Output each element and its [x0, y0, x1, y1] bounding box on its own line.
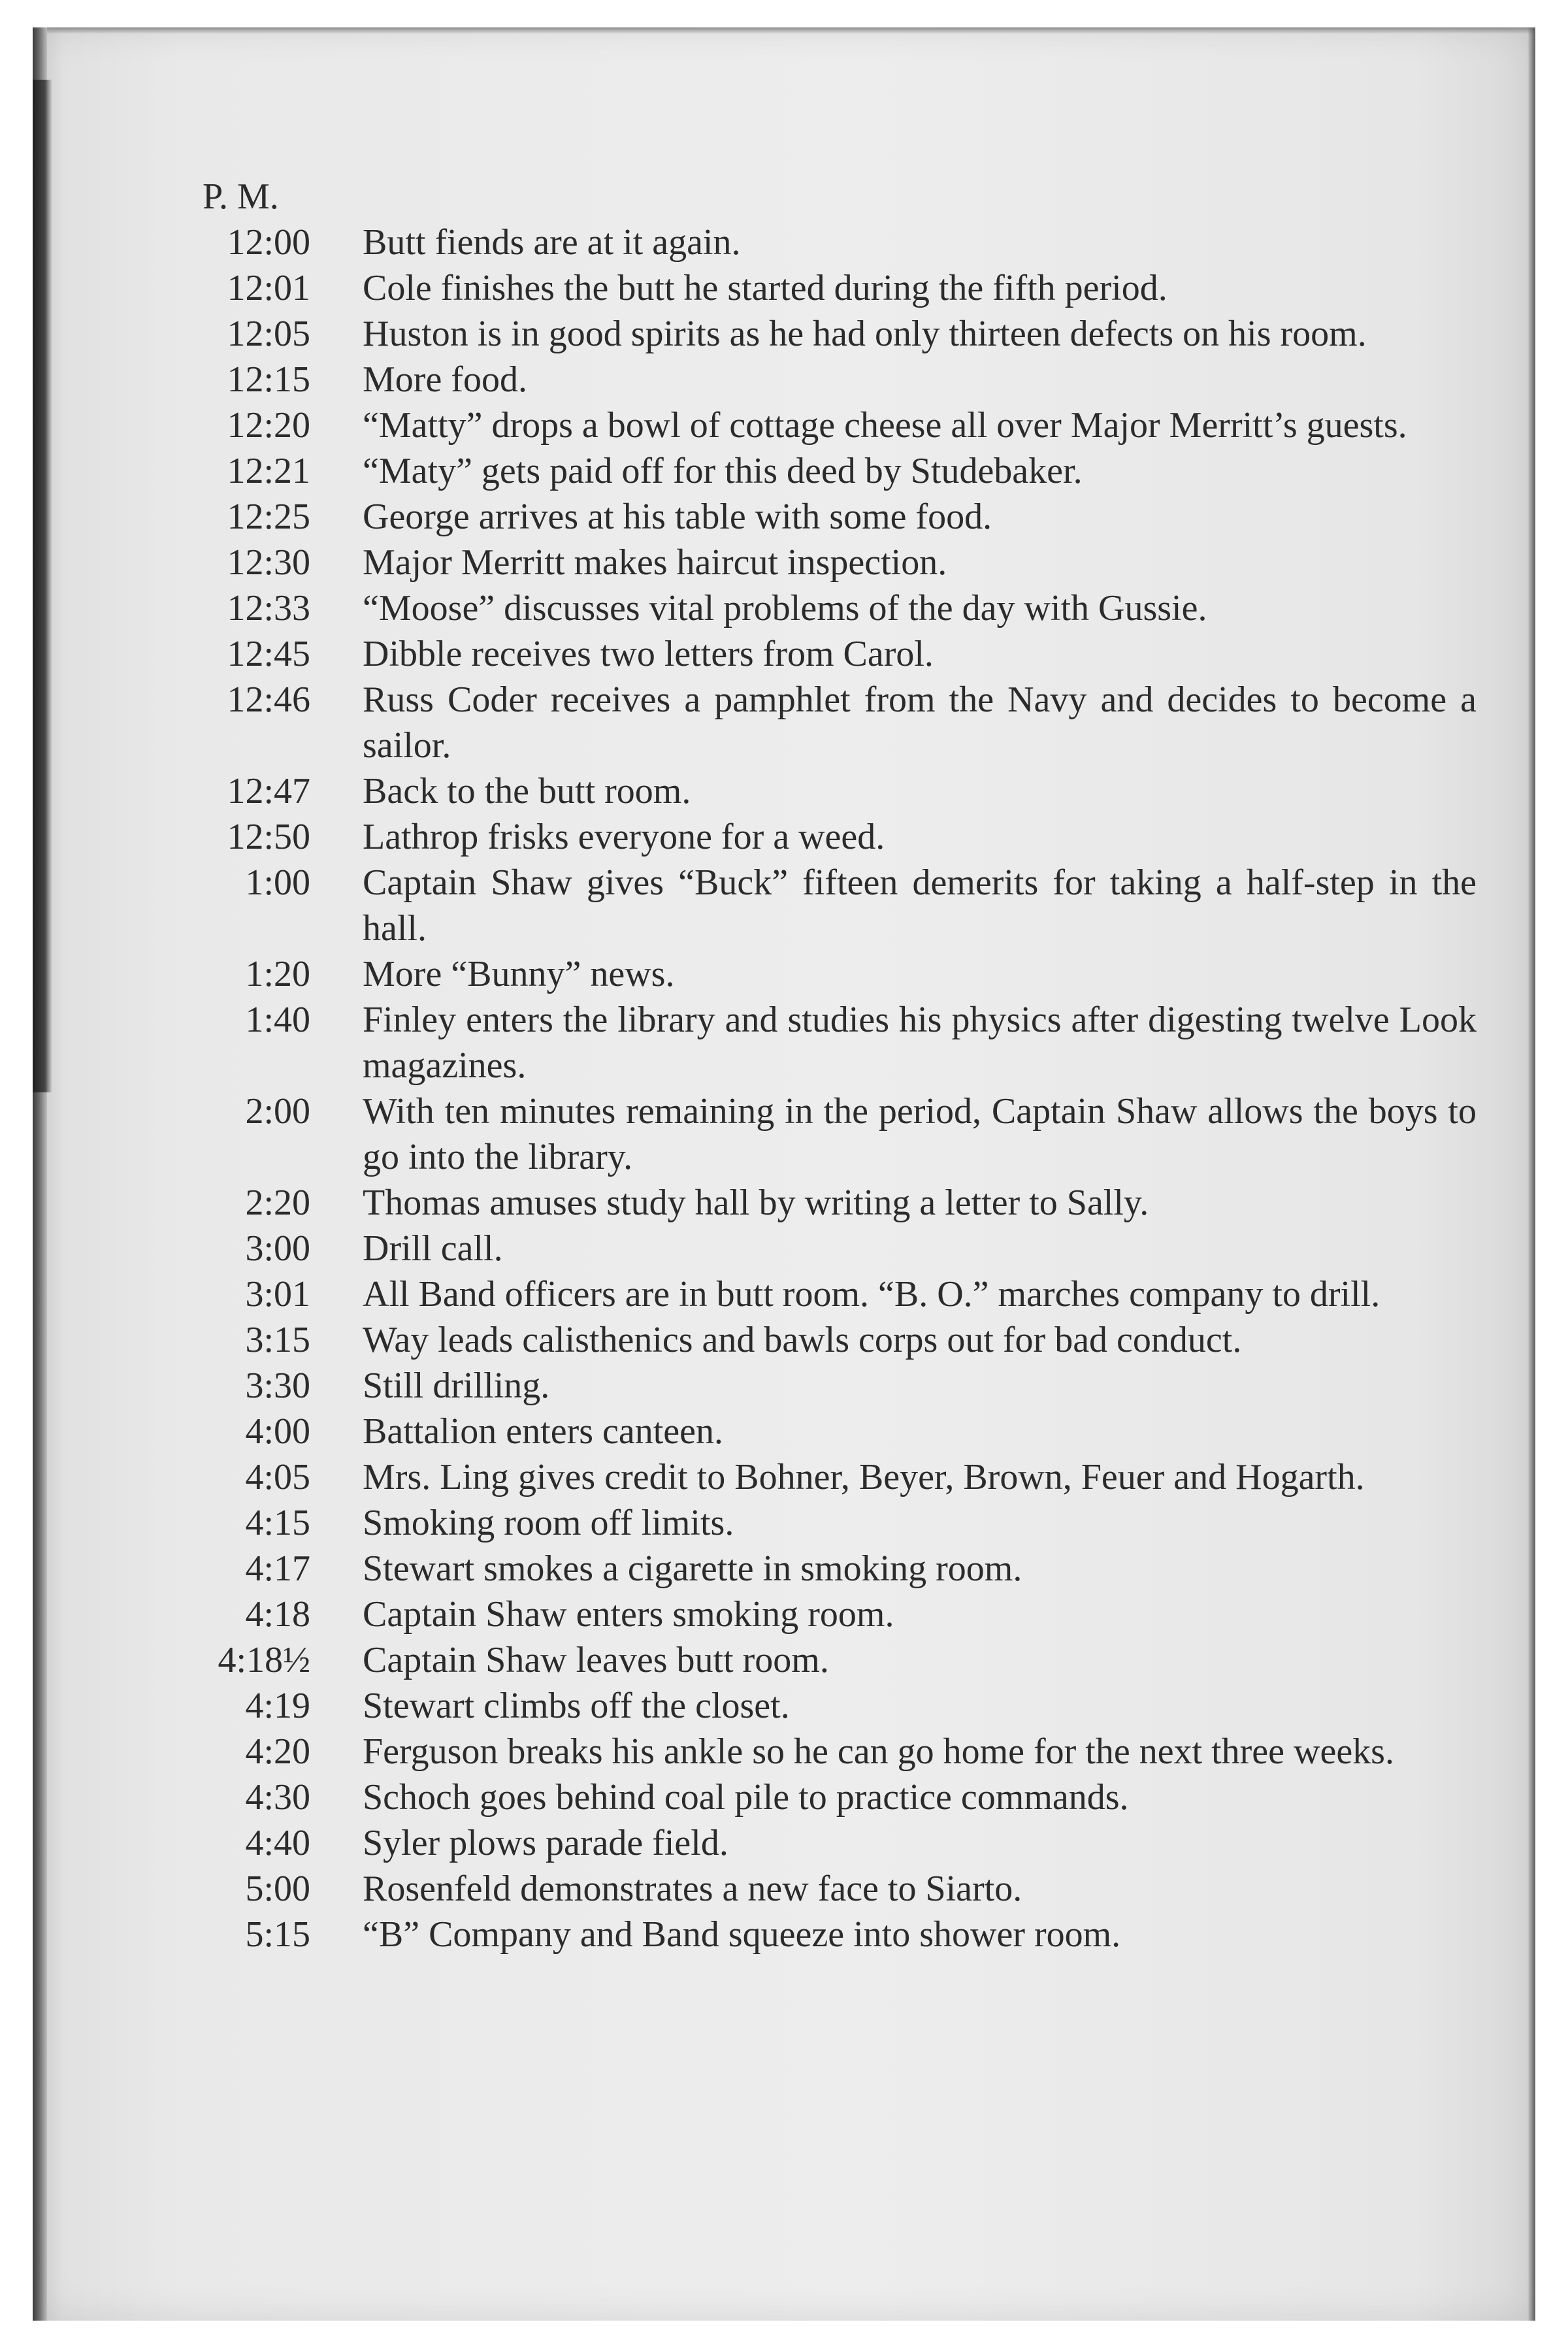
- entry-time: 1:40: [245, 1000, 310, 1040]
- entry-text: Finley enters the library and studies his physics after digesting twelve Look magazines.: [363, 1000, 1477, 1086]
- log-entry: [170, 1088, 1496, 1180]
- log-entry: [170, 540, 1496, 585]
- entry-time: 12:00: [227, 222, 310, 263]
- entry-text: Captain Shaw leaves butt room.: [363, 1640, 829, 1680]
- entry-time: 12:05: [227, 314, 310, 354]
- entry-text: Back to the butt room.: [363, 771, 691, 811]
- log-entry: [170, 220, 1496, 265]
- page-right-edge-shadow: [1527, 27, 1535, 2321]
- log-entry: [170, 357, 1496, 402]
- entry-text: All Band officers are in butt room. “B. O.” marches company to drill.: [363, 1274, 1380, 1315]
- entry-text: Battalion enters canteen.: [363, 1411, 723, 1452]
- entry-text: Stewart smokes a cigarette in smoking room.: [363, 1548, 1022, 1589]
- log-entry: [170, 1180, 1496, 1226]
- log-entry: [170, 1592, 1496, 1637]
- entry-text: More “Bunny” news.: [363, 954, 675, 994]
- log-entry: [170, 997, 1496, 1088]
- log-entry: [170, 494, 1496, 540]
- log-entry: [170, 631, 1496, 677]
- entry-text: With ten minutes remaining in the period, Captain Shaw allows the boys to go into the library.: [363, 1091, 1477, 1177]
- entry-time: 12:01: [227, 268, 310, 308]
- entry-text: Schoch goes behind coal pile to practice commands.: [363, 1777, 1129, 1818]
- entry-text: George arrives at his table with some food.: [363, 497, 992, 537]
- entry-time: 12:33: [227, 588, 310, 629]
- entry-time: 12:45: [227, 634, 310, 674]
- schedule-log: [170, 174, 1496, 1957]
- entry-time: 3:00: [245, 1228, 310, 1269]
- log-entry: [170, 265, 1496, 311]
- log-entry: [170, 1271, 1496, 1317]
- log-entry: [170, 1866, 1496, 1912]
- log-entry: [170, 1683, 1496, 1729]
- entry-time: 12:50: [227, 817, 310, 857]
- log-entry: [170, 1317, 1496, 1363]
- entry-text: “Moose” discusses vital problems of the day with Gussie.: [363, 588, 1207, 629]
- entry-time: 12:15: [227, 359, 310, 400]
- entry-text: Smoking room off limits.: [363, 1503, 734, 1543]
- log-entry: [170, 814, 1496, 860]
- entry-time: 4:15: [245, 1503, 310, 1543]
- entry-text: Butt fiends are at it again.: [363, 222, 741, 263]
- entry-text: More food.: [363, 359, 527, 400]
- entry-time: 3:15: [245, 1320, 310, 1360]
- entry-text: Ferguson breaks his ankle so he can go home for the next three weeks.: [363, 1731, 1394, 1772]
- log-entry: [170, 402, 1496, 448]
- entry-time: 4:00: [245, 1411, 310, 1452]
- entry-time: 4:17: [245, 1548, 310, 1589]
- entry-time: 2:20: [245, 1183, 310, 1223]
- entry-text: “Matty” drops a bowl of cottage cheese all over Major Merritt’s guests.: [363, 405, 1407, 446]
- binding-shadow: [33, 80, 52, 1092]
- entry-time: 12:20: [227, 405, 310, 446]
- entry-text: Rosenfeld demonstrates a new face to Siarto.: [363, 1869, 1022, 1909]
- page-top-edge-shadow: [33, 27, 1535, 34]
- log-entry: [170, 1454, 1496, 1500]
- entry-text: Drill call.: [363, 1228, 503, 1269]
- entry-text: Cole finishes the butt he started during the fifth period.: [363, 268, 1168, 308]
- entry-time: 4:20: [245, 1731, 310, 1772]
- entry-time: 12:30: [227, 542, 310, 583]
- entry-text: Thomas amuses study hall by writing a letter to Sally.: [363, 1183, 1149, 1223]
- entry-text: “Maty” gets paid off for this deed by Studebaker.: [363, 451, 1083, 491]
- entry-time: 12:21: [227, 451, 310, 491]
- log-entry: [170, 1774, 1496, 1820]
- entry-text: Dibble receives two letters from Carol.: [363, 634, 934, 674]
- entry-text: Huston is in good spirits as he had only thirteen defects on his room.: [363, 314, 1367, 354]
- entry-text: Syler plows parade field.: [363, 1823, 728, 1863]
- log-entry: [170, 768, 1496, 814]
- entry-time: 12:25: [227, 497, 310, 537]
- entry-time: 3:30: [245, 1365, 310, 1406]
- log-entry: [170, 311, 1496, 357]
- entry-time: 4:18½: [218, 1640, 310, 1680]
- entry-time: 4:05: [245, 1457, 310, 1497]
- entry-text: Russ Coder receives a pamphlet from the Navy and decides to become a sailor.: [363, 679, 1477, 766]
- entry-time: 4:19: [245, 1686, 310, 1726]
- pm-header: P. M.: [203, 176, 279, 217]
- entry-text: “B” Company and Band squeeze into shower room.: [363, 1914, 1121, 1955]
- log-entry: [170, 1820, 1496, 1866]
- entry-time: 5:15: [245, 1914, 310, 1955]
- entry-time: 12:46: [227, 679, 310, 720]
- log-entry: [170, 448, 1496, 494]
- log-entry: [170, 1546, 1496, 1592]
- entry-text: Way leads calisthenics and bawls corps out for bad conduct.: [363, 1320, 1242, 1360]
- entry-text: Captain Shaw enters smoking room.: [363, 1594, 894, 1635]
- entry-time: 1:20: [245, 954, 310, 994]
- entry-text: Lathrop frisks everyone for a weed.: [363, 817, 885, 857]
- entry-time: 2:00: [245, 1091, 310, 1132]
- log-entry: [170, 1409, 1496, 1454]
- entry-time: 12:47: [227, 771, 310, 811]
- entry-text: Major Merritt makes haircut inspection.: [363, 542, 947, 583]
- log-entry: [170, 1637, 1496, 1683]
- entry-time: 3:01: [245, 1274, 310, 1315]
- entry-text: Stewart climbs off the closet.: [363, 1686, 790, 1726]
- log-entry: [170, 951, 1496, 997]
- log-entry: [170, 585, 1496, 631]
- entry-time: 4:18: [245, 1594, 310, 1635]
- log-entry: [170, 1363, 1496, 1409]
- entry-text: Mrs. Ling gives credit to Bohner, Beyer, Brown, Feuer and Hogarth.: [363, 1457, 1365, 1497]
- log-entry: [170, 1729, 1496, 1774]
- log-entry: [170, 1912, 1496, 1957]
- entry-time: 4:40: [245, 1823, 310, 1863]
- log-entry: [170, 677, 1496, 768]
- log-entry: [170, 1226, 1496, 1271]
- entry-time: 4:30: [245, 1777, 310, 1818]
- entry-text: Captain Shaw gives “Buck” fifteen demerits for taking a half-step in the hall.: [363, 862, 1477, 949]
- log-entry: [170, 860, 1496, 951]
- entry-text: Still drilling.: [363, 1365, 550, 1406]
- entry-time: 5:00: [245, 1869, 310, 1909]
- log-entry: [170, 1500, 1496, 1546]
- entry-time: 1:00: [245, 862, 310, 903]
